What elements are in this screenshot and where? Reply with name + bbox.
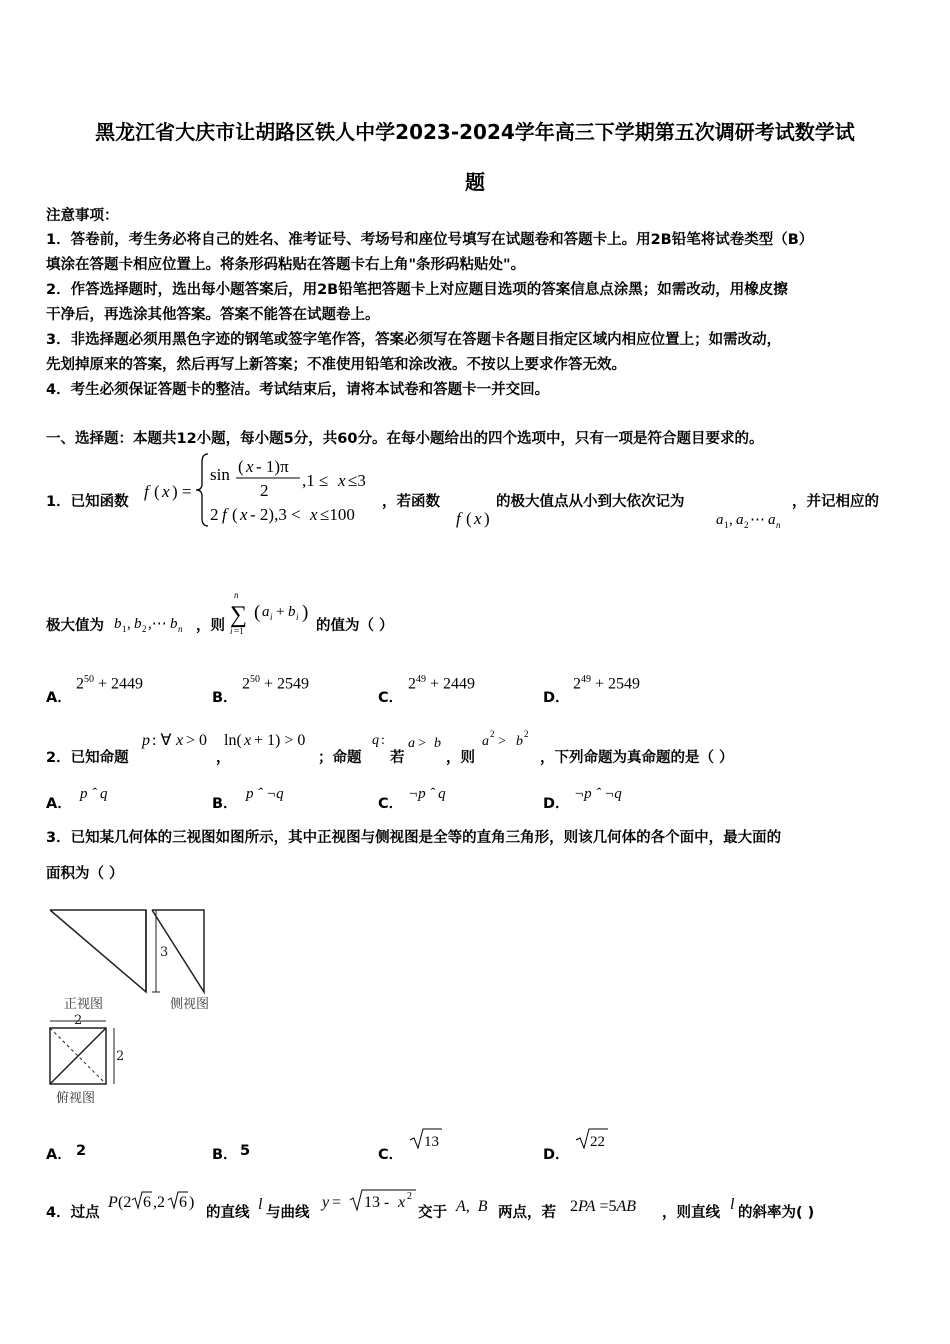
svg-text:): ) bbox=[484, 509, 490, 528]
q2-option-b-label[interactable]: B． bbox=[212, 796, 238, 812]
a-sequence bbox=[714, 508, 794, 532]
svg-text:(: ( bbox=[238, 457, 244, 476]
q3-option-b[interactable]: 5 bbox=[240, 1143, 251, 1159]
q3-option-b-label[interactable]: B． bbox=[212, 1147, 238, 1163]
q1-option-a[interactable]: $2^{50} + 2449$ bbox=[76, 674, 144, 693]
svg-text:i: i bbox=[296, 612, 299, 622]
svg-text:n: n bbox=[776, 520, 781, 530]
svg-text:x: x bbox=[244, 732, 252, 749]
svg-text:x: x bbox=[246, 457, 254, 476]
q4-text: 与曲线 bbox=[266, 1205, 310, 1221]
svg-text:(: ( bbox=[232, 505, 238, 524]
svg-text:(: ( bbox=[466, 509, 472, 528]
q1-text: ，并记相应的 bbox=[792, 494, 879, 510]
svg-text:) =: ) = bbox=[172, 482, 192, 501]
height-label: 3 bbox=[160, 945, 169, 960]
q4-text: 两点，若 bbox=[498, 1205, 556, 1221]
notice-line: 4．考生必须保证答题卡的整洁。考试结束后，请将本试卷和答题卡一并交回。 bbox=[46, 382, 550, 398]
svg-text:,⋯: ,⋯ bbox=[148, 616, 167, 632]
svg-text:a: a bbox=[768, 512, 776, 528]
q1-option-a-label[interactable]: A． bbox=[46, 690, 72, 706]
svg-text:b: b bbox=[134, 616, 142, 632]
svg-text:n: n bbox=[234, 590, 239, 600]
svg-text:a: a bbox=[482, 734, 489, 749]
q1-text: 1．已知函数 bbox=[46, 494, 129, 510]
q2-text: ，下列命题为真命题的是（ ） bbox=[540, 750, 734, 766]
curve-equation bbox=[320, 1186, 420, 1214]
q2-text: ，则 bbox=[446, 750, 475, 766]
q3-option-d[interactable] bbox=[574, 1126, 610, 1152]
q2-option-d[interactable]: ¬p ˆ ¬q bbox=[574, 786, 622, 802]
q1-text: 的极大值点从小到大依次记为 bbox=[496, 494, 685, 510]
notice-line: 1．答卷前，考生务必将自己的姓名、准考证号、考场号和座位号填写在试题卷和答题卡上。用2B铅笔将试卷类型（B） bbox=[46, 232, 814, 248]
points-ab: A, B bbox=[456, 1198, 488, 1215]
svg-text:∑: ∑ bbox=[230, 602, 248, 628]
q3-option-d-label[interactable]: D． bbox=[543, 1147, 570, 1163]
notice-line: 2．作答选择题时，选出每小题答案后，用2B铅笔把答题卡上对应题目选项的答案信息点涂黑；如需改动，用橡皮擦 bbox=[46, 282, 788, 298]
q2-option-b[interactable]: p ˆ ¬q bbox=[246, 786, 284, 802]
three-view-figure bbox=[44, 904, 234, 1110]
svg-text:2: 2 bbox=[260, 481, 269, 500]
notice-line: 填涂在答题卡相应位置上。将条形码粘贴在答题卡右上角"条形码粘贴处"。 bbox=[46, 257, 526, 273]
q1-text: ，则 bbox=[196, 618, 225, 634]
svg-text:⋯: ⋯ bbox=[750, 512, 765, 528]
q3-option-c[interactable] bbox=[408, 1126, 444, 1152]
sum-formula bbox=[228, 588, 318, 638]
svg-text:,: , bbox=[127, 616, 131, 632]
q2-text: ；命题 bbox=[318, 750, 362, 766]
section-heading: 一、选择题：本题共12小题，每小题5分，共60分。在每小题给出的四个选项中，只有一项是符合题目要求的。 bbox=[46, 431, 764, 447]
fx-symbol bbox=[454, 504, 498, 530]
ratio-condition: 2PA =5AB bbox=[570, 1198, 637, 1215]
svg-text:y: y bbox=[322, 1194, 330, 1211]
svg-text:,2: ,2 bbox=[153, 1194, 165, 1211]
svg-text:): ) bbox=[302, 602, 309, 623]
page-title-cont: 题 bbox=[465, 170, 485, 194]
svg-text:1: 1 bbox=[122, 624, 127, 634]
point-p bbox=[106, 1188, 206, 1214]
q1-text: ，若函数 bbox=[382, 494, 440, 510]
svg-text:22: 22 bbox=[590, 1134, 605, 1150]
q2-option-c[interactable]: ¬p ˆ q bbox=[408, 786, 446, 802]
q2-text: 2．已知命题 bbox=[46, 750, 129, 766]
depth-label: 2 bbox=[116, 1049, 125, 1064]
svg-text:(2: (2 bbox=[118, 1194, 132, 1211]
svg-text:2: 2 bbox=[524, 729, 529, 739]
conclusion bbox=[480, 728, 540, 752]
svg-text:13 -: 13 - bbox=[364, 1194, 390, 1211]
svg-text:=1: =1 bbox=[234, 626, 244, 636]
svg-text:a: a bbox=[408, 736, 415, 751]
q4-text: 交于 bbox=[418, 1205, 447, 1221]
svg-text:n: n bbox=[178, 624, 183, 634]
svg-text:(: ( bbox=[154, 482, 160, 501]
svg-text:a: a bbox=[716, 512, 724, 528]
notice-line: 先划掉原来的答案，然后再写上新答案；不准使用铅笔和涂改液。不按以上要求作答无效。 bbox=[46, 357, 626, 373]
svg-text:,1 ≤: ,1 ≤ bbox=[302, 471, 329, 490]
q4-text: ，则直线 bbox=[662, 1205, 720, 1221]
svg-text:,: , bbox=[729, 512, 733, 528]
svg-text:=: = bbox=[332, 1194, 342, 1211]
svg-text:2: 2 bbox=[744, 520, 749, 530]
front-view-label: 正视图 bbox=[64, 997, 104, 1012]
svg-text:b: b bbox=[288, 604, 296, 620]
svg-text:6: 6 bbox=[179, 1194, 187, 1211]
svg-text:>: > bbox=[418, 736, 426, 751]
svg-text:≤3: ≤3 bbox=[348, 471, 366, 490]
q1-text: 极大值为 bbox=[46, 618, 104, 634]
svg-text:b: b bbox=[434, 736, 441, 751]
svg-text:x: x bbox=[474, 509, 482, 528]
svg-text:x: x bbox=[162, 482, 170, 501]
svg-text:P: P bbox=[108, 1194, 118, 1211]
svg-text:: ∀: : ∀ bbox=[152, 732, 172, 749]
svg-text:2: 2 bbox=[407, 1191, 412, 1202]
line-l: l bbox=[730, 1196, 735, 1213]
svg-text:- 1)π: - 1)π bbox=[256, 457, 289, 476]
svg-text:+: + bbox=[276, 604, 285, 620]
svg-text:(: ( bbox=[254, 602, 261, 623]
svg-text:+ 1) > 0: + 1) > 0 bbox=[254, 732, 306, 749]
svg-text:q: q bbox=[372, 733, 379, 748]
svg-text:13: 13 bbox=[424, 1134, 439, 1150]
svg-text:a: a bbox=[736, 512, 744, 528]
svg-text:b: b bbox=[516, 734, 523, 749]
q2-text: 若 bbox=[390, 750, 405, 766]
piecewise-formula bbox=[142, 448, 382, 532]
svg-text:>: > bbox=[498, 734, 506, 749]
svg-text:x: x bbox=[240, 505, 248, 524]
q4-text: 的直线 bbox=[206, 1205, 250, 1221]
b-sequence bbox=[112, 610, 196, 638]
svg-text:b: b bbox=[170, 616, 178, 632]
svg-text:a: a bbox=[262, 604, 270, 620]
svg-text:- 2),3 <: - 2),3 < bbox=[250, 505, 301, 524]
svg-text:x: x bbox=[338, 471, 346, 490]
svg-text:2: 2 bbox=[490, 729, 495, 739]
svg-text:f: f bbox=[144, 482, 149, 501]
svg-text:): ) bbox=[189, 1194, 195, 1211]
top-view-label: 俯视图 bbox=[56, 1091, 96, 1106]
q2-option-a[interactable]: p ˆ q bbox=[80, 786, 108, 802]
q4-text: 4．过点 bbox=[46, 1205, 100, 1221]
svg-text:f: f bbox=[222, 505, 227, 524]
q2-option-d-label[interactable]: D． bbox=[543, 796, 570, 812]
q3-text: 面积为（ ） bbox=[46, 866, 124, 882]
svg-text:x: x bbox=[176, 732, 184, 749]
svg-text:6: 6 bbox=[143, 1194, 151, 1211]
svg-text:2: 2 bbox=[142, 624, 147, 634]
side-view-label: 侧视图 bbox=[170, 997, 210, 1012]
line-l: l bbox=[258, 1196, 263, 1213]
notice-heading: 注意事项： bbox=[46, 208, 119, 224]
q2-option-a-label[interactable]: A． bbox=[46, 796, 72, 812]
svg-text:> 0: > 0 bbox=[186, 732, 208, 749]
svg-text:1: 1 bbox=[724, 520, 729, 530]
svg-text:2: 2 bbox=[210, 505, 219, 524]
q1-option-b[interactable]: $2^{50} + 2549$ bbox=[242, 674, 310, 693]
q1-option-c[interactable]: $2^{49} + 2449$ bbox=[408, 674, 476, 693]
q1-option-c-label[interactable]: C． bbox=[378, 690, 404, 706]
svg-text:i: i bbox=[230, 626, 233, 636]
notice-line: 干净后，再选涂其他答案。答案不能答在试题卷上。 bbox=[46, 307, 380, 323]
q4-text: 的斜率为( ) bbox=[738, 1205, 815, 1221]
q3-option-c-label[interactable]: C． bbox=[378, 1147, 404, 1163]
svg-text:x: x bbox=[398, 1194, 406, 1211]
q2-option-c-label[interactable]: C． bbox=[378, 796, 404, 812]
q1-option-d[interactable]: $2^{49} + 2549$ bbox=[573, 674, 641, 693]
q1-text: 的值为（ ） bbox=[316, 618, 394, 634]
q1-option-d-label[interactable]: D． bbox=[543, 690, 570, 706]
svg-text:f: f bbox=[456, 509, 461, 528]
svg-text:sin: sin bbox=[210, 465, 230, 484]
svg-text:x: x bbox=[310, 505, 318, 524]
page-title: 黑龙江省大庆市让胡路区铁人中学2023-2024学年高三下学期第五次调研考试数学试 bbox=[95, 120, 855, 144]
svg-text::: : bbox=[381, 733, 385, 748]
svg-text:p: p bbox=[142, 732, 150, 749]
proposition-q bbox=[370, 730, 390, 752]
q3-option-a-label[interactable]: A． bbox=[46, 1147, 72, 1163]
q2-text: ， bbox=[216, 750, 231, 766]
condition bbox=[406, 732, 448, 754]
svg-text:≤100: ≤100 bbox=[320, 505, 355, 524]
notice-line: 3．非选择题必须用黑色字迹的钢笔或签字笔作答，答案必须写在答题卡各题目指定区域内相应位置上；如需改动， bbox=[46, 332, 782, 348]
svg-text:i: i bbox=[270, 612, 273, 622]
q1-option-b-label[interactable]: B． bbox=[212, 690, 238, 706]
svg-text:b: b bbox=[114, 616, 122, 632]
svg-text:ln(: ln( bbox=[224, 732, 242, 749]
q3-option-a[interactable]: 2 bbox=[76, 1143, 87, 1159]
q3-text: 3．已知某几何体的三视图如图所示，其中正视图与侧视图是全等的直角三角形，则该几何体的各个面中，最大面的 bbox=[46, 830, 782, 846]
width-label: 2 bbox=[74, 1013, 83, 1028]
